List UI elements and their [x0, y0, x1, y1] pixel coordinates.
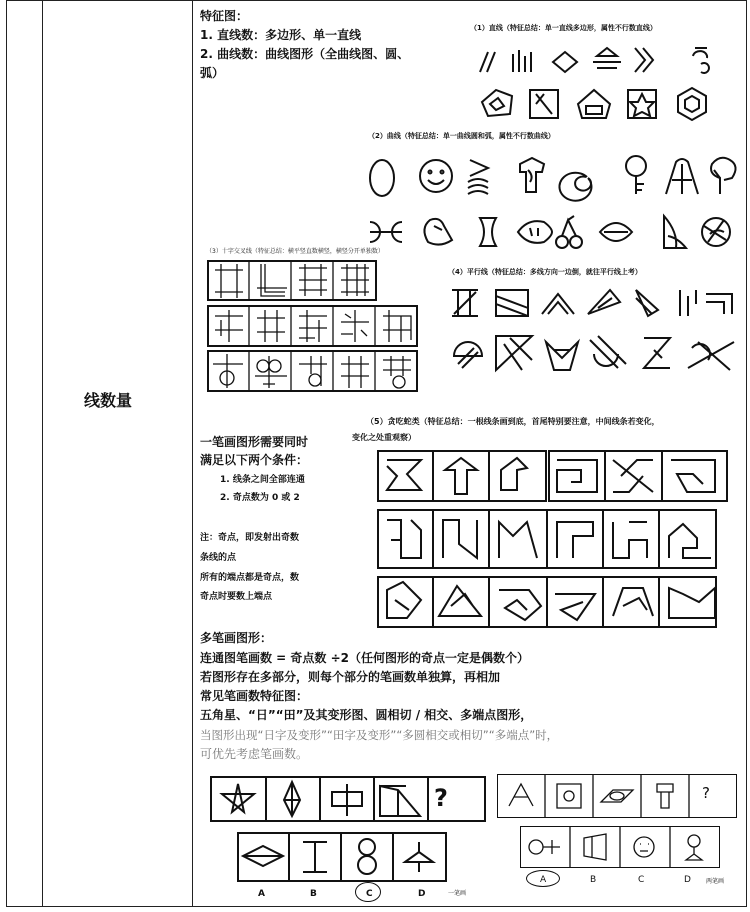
snake-caption-a: （5）贪吃蛇类（特征总结：一根线条画到底，首尾特别要注意，中间线条若变化，: [366, 417, 660, 426]
one-stroke-cond2: 2. 奇点数为 0 或 2: [220, 493, 300, 503]
column-divider: [42, 1, 43, 906]
one-stroke-heading1: 一笔画图形需要同时: [200, 435, 309, 449]
multi-stroke-line6: 可优先考虑笔画数。: [200, 747, 309, 761]
answer-circle: [355, 882, 381, 902]
puzzle2-option-a[interactable]: A: [540, 875, 547, 885]
multi-stroke-line5: 当图形出现“日字及变形”“田字及变形”“多圆相交或相切”“多端点”时，: [200, 728, 559, 742]
puzzle2-option-c[interactable]: C: [638, 875, 645, 885]
answer-circle: [526, 870, 560, 887]
puzzle1-option-b[interactable]: B: [310, 889, 317, 899]
multi-stroke-line4: 五角星、“日”“田”及其变形图、圆相切 / 相交、多端点图形，: [200, 708, 533, 722]
puzzle2-note: 两笔画: [706, 878, 725, 885]
one-stroke-note3: 所有的端点都是奇点，数: [200, 573, 300, 583]
parallel-caption: （4）平行线（特征总结：多线方向一边倒，就往平行线上考）: [448, 268, 642, 276]
puzzle2-option-b[interactable]: B: [590, 875, 597, 885]
parallel-figures-row2: [448, 330, 738, 374]
puzzle1-note: 一笔画: [448, 890, 467, 897]
curve-figures-row1: [368, 150, 748, 200]
straight-figures-row1: [475, 42, 735, 82]
snake-caption-b: 变化之处重观察）: [352, 433, 416, 442]
puzzle1-option-figures: [237, 832, 447, 882]
straight-figures-row2: [478, 84, 738, 124]
curve-figures-row2: [368, 208, 748, 254]
parallel-figures-row1: [448, 284, 738, 324]
puzzle2-option-d[interactable]: D: [684, 875, 691, 885]
puzzle2-question-figures: [497, 774, 737, 818]
features-item2: 2. 曲线数：曲线图形（全曲线图、圆、: [200, 47, 410, 61]
puzzle1-option-d[interactable]: D: [418, 889, 426, 899]
curve-caption: （2）曲线（特征总结：单一曲线圆和弧，属性不行数曲线）: [368, 132, 555, 140]
multi-stroke-line3: 常见笔画数特征图：: [200, 689, 309, 703]
multi-stroke-line2: 若图形存在多部分，则每个部分的笔画数单独算，再相加: [200, 670, 501, 684]
one-stroke-note2: 条线的点: [200, 553, 237, 563]
puzzle1-option-c[interactable]: C: [366, 889, 373, 899]
straight-caption: （1）直线（特征总结：单一直线多边形，属性不行数直线）: [470, 24, 657, 32]
one-stroke-heading2: 满足以下两个条件：: [200, 453, 309, 467]
features-item2-cont: 弧）: [200, 66, 225, 80]
one-stroke-cond1: 1. 线条之间全部连通: [220, 475, 305, 485]
cross-caption: （3）十字交叉线（特征总结：横平竖直数横竖，横竖分开单独数）: [206, 248, 384, 255]
one-stroke-note1: 注：奇点，即发射出奇数: [200, 533, 300, 543]
multi-stroke-heading: 多笔画图形：: [200, 631, 273, 645]
cross-figures: [207, 260, 419, 392]
puzzle2-question-mark: ?: [702, 784, 710, 802]
column-divider: [192, 1, 193, 906]
one-stroke-note4: 奇点时要数上端点: [200, 592, 273, 602]
row-label: 线数量: [84, 391, 133, 410]
snake-figures: [377, 450, 729, 630]
puzzle1-question-mark: ?: [434, 784, 448, 812]
puzzle2-option-figures: [520, 826, 720, 868]
multi-stroke-line1: 连通图笔画数 = 奇点数 ÷2（任何图形的奇点一定是偶数个）: [200, 651, 529, 665]
features-item1: 1. 直线数：多边形、单一直线: [200, 28, 362, 42]
features-title: 特征图：: [200, 9, 249, 23]
puzzle1-option-a[interactable]: A: [258, 889, 265, 899]
